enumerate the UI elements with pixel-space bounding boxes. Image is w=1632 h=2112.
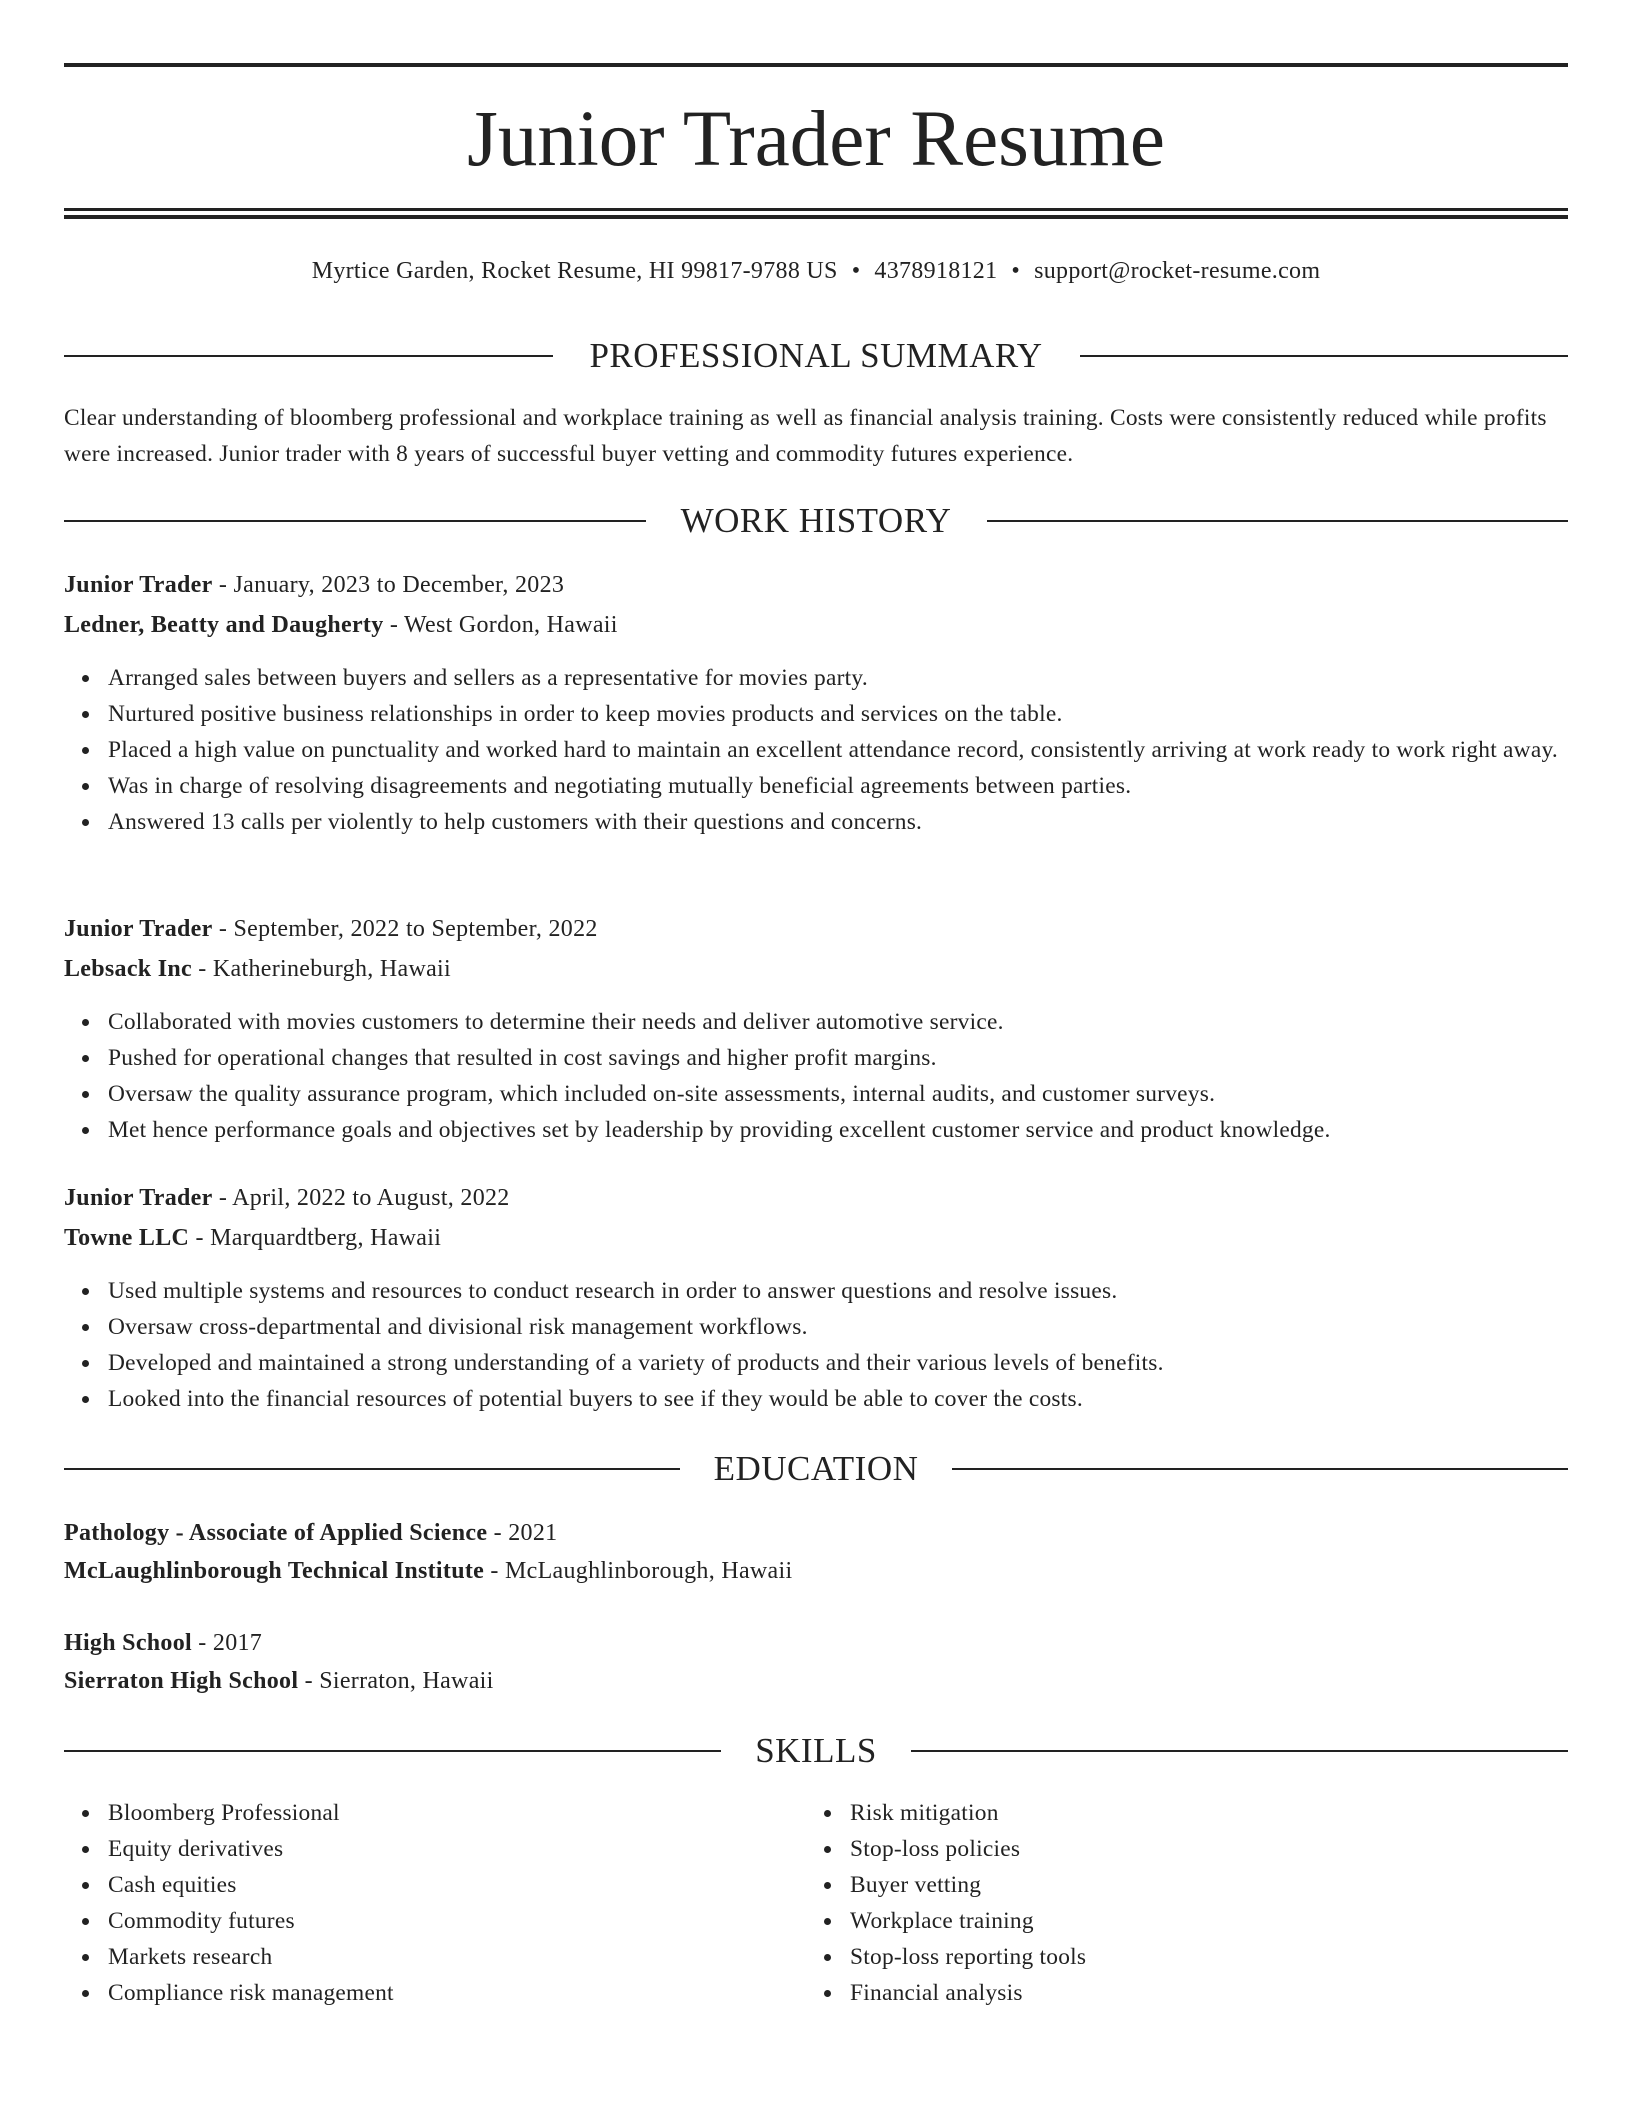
job-location: - Marquardtberg, Hawaii xyxy=(189,1225,442,1251)
education-degree: High School xyxy=(64,1630,192,1656)
list-item: Placed a high value on punctuality and worked hard to maintain an excellent attendance record, consistently arriving at work ready to work right away. xyxy=(108,732,1568,768)
top-rule xyxy=(64,63,1568,67)
job-title: Junior Trader xyxy=(64,1185,213,1211)
section-heading-label: PROFESSIONAL SUMMARY xyxy=(589,336,1043,375)
job-dates: - January, 2023 to December, 2023 xyxy=(212,572,565,598)
education-school-line xyxy=(64,1663,1568,1699)
education-school: Sierraton High School xyxy=(64,1668,299,1694)
job-company: Ledner, Beatty and Daugherty xyxy=(64,612,384,638)
skill-item: Commodity futures xyxy=(108,1903,764,1939)
job-title-line xyxy=(64,1180,1568,1216)
list-item: Was in charge of resolving disagreements and negotiating mutually beneficial agreements between parties. xyxy=(108,768,1568,804)
job-location: - Katherineburgh, Hawaii xyxy=(192,956,451,982)
skill-item: Markets research xyxy=(108,1939,764,1975)
job-dates: - April, 2022 to August, 2022 xyxy=(212,1185,510,1211)
list-item: Nurtured positive business relationships in order to keep movies products and services on the table. xyxy=(108,696,1568,732)
skills-list-left xyxy=(64,1795,764,2011)
skill-item: Compliance risk management xyxy=(108,1975,764,2011)
job-bullets xyxy=(64,1273,1568,1417)
job-company-line xyxy=(64,607,1568,643)
education-degree-line xyxy=(64,1515,1568,1551)
contact-separator: • xyxy=(1011,258,1021,284)
skill-item: Financial analysis xyxy=(850,1975,1506,2011)
education-year: - 2017 xyxy=(192,1630,263,1656)
list-item: Developed and maintained a strong understanding of a variety of products and their various levels of benefits. xyxy=(108,1345,1568,1381)
job-location: - West Gordon, Hawaii xyxy=(383,612,618,638)
section-heading-education xyxy=(64,1447,1568,1491)
contact-email: support@rocket-resume.com xyxy=(1034,258,1321,284)
job-title-line xyxy=(64,911,1568,947)
skill-item: Risk mitigation xyxy=(850,1795,1506,1831)
education-school-line xyxy=(64,1553,1568,1589)
skill-item: Bloomberg Professional xyxy=(108,1795,764,1831)
education-degree: Pathology - Associate of Applied Science xyxy=(64,1520,488,1546)
section-heading-label: EDUCATION xyxy=(713,1449,919,1488)
job-company: Towne LLC xyxy=(64,1225,190,1251)
list-item: Met hence performance goals and objectives set by leadership by providing excellent customer service and product knowledge. xyxy=(108,1112,1568,1148)
contact-address: Myrtice Garden, Rocket Resume, HI 99817-9788 US xyxy=(311,258,838,284)
skills-list-right xyxy=(806,1795,1506,2011)
title-rule-lower xyxy=(64,215,1568,219)
heading-rule-right xyxy=(911,1750,1568,1752)
job-title-line xyxy=(64,567,1568,603)
skill-item: Buyer vetting xyxy=(850,1867,1506,1903)
section-heading-skills xyxy=(64,1729,1568,1773)
list-item: Oversaw cross-departmental and divisional risk management workflows. xyxy=(108,1309,1568,1345)
education-degree-line xyxy=(64,1625,1568,1661)
list-item: Looked into the financial resources of potential buyers to see if they would be able to cover the costs. xyxy=(108,1381,1568,1417)
education-year: - 2021 xyxy=(487,1520,558,1546)
job-bullets xyxy=(64,660,1568,840)
contact-phone: 4378918121 xyxy=(874,258,998,284)
job-title: Junior Trader xyxy=(64,916,213,942)
education-school: McLaughlinborough Technical Institute xyxy=(64,1558,485,1584)
job-company: Lebsack Inc xyxy=(64,956,192,982)
skill-item: Stop-loss reporting tools xyxy=(850,1939,1506,1975)
skill-item: Cash equities xyxy=(108,1867,764,1903)
list-item: Oversaw the quality assurance program, which included on-site assessments, internal audits, and customer surveys. xyxy=(108,1076,1568,1112)
heading-rule-right xyxy=(987,520,1568,522)
section-heading-label: SKILLS xyxy=(755,1731,877,1770)
list-item: Pushed for operational changes that resulted in cost savings and higher profit margins. xyxy=(108,1040,1568,1076)
skill-item: Equity derivatives xyxy=(108,1831,764,1867)
section-heading-work-history xyxy=(64,499,1568,543)
job-dates: - September, 2022 to September, 2022 xyxy=(212,916,598,942)
list-item: Answered 13 calls per violently to help customers with their questions and concerns. xyxy=(108,804,1568,840)
list-item: Arranged sales between buyers and sellers as a representative for movies party. xyxy=(108,660,1568,696)
skill-item: Workplace training xyxy=(850,1903,1506,1939)
list-item: Collaborated with movies customers to determine their needs and deliver automotive service. xyxy=(108,1004,1568,1040)
section-heading-summary xyxy=(64,334,1568,378)
list-item: Used multiple systems and resources to conduct research in order to answer questions and resolve issues. xyxy=(108,1273,1568,1309)
education-location: - Sierraton, Hawaii xyxy=(298,1668,494,1694)
job-company-line xyxy=(64,951,1568,987)
contact-line xyxy=(64,254,1568,288)
heading-rule-right xyxy=(1080,355,1568,357)
summary-text: Clear understanding of bloomberg professional and workplace training as well as financial analysis training. Costs were consistently reduced while profits were increased. Junior trader with 8 years of successful buyer vetting and commodity futures experience. xyxy=(64,405,1547,467)
title-rule-upper xyxy=(64,208,1568,211)
section-heading-label: WORK HISTORY xyxy=(680,501,952,540)
page-title: Junior Trader Resume xyxy=(467,96,1165,183)
job-bullets xyxy=(64,1004,1568,1148)
job-title: Junior Trader xyxy=(64,572,213,598)
education-location: - McLaughlinborough, Hawaii xyxy=(484,1558,793,1584)
heading-rule-right xyxy=(952,1468,1568,1470)
contact-separator: • xyxy=(851,258,861,284)
skill-item: Stop-loss policies xyxy=(850,1831,1506,1867)
job-company-line xyxy=(64,1220,1568,1256)
